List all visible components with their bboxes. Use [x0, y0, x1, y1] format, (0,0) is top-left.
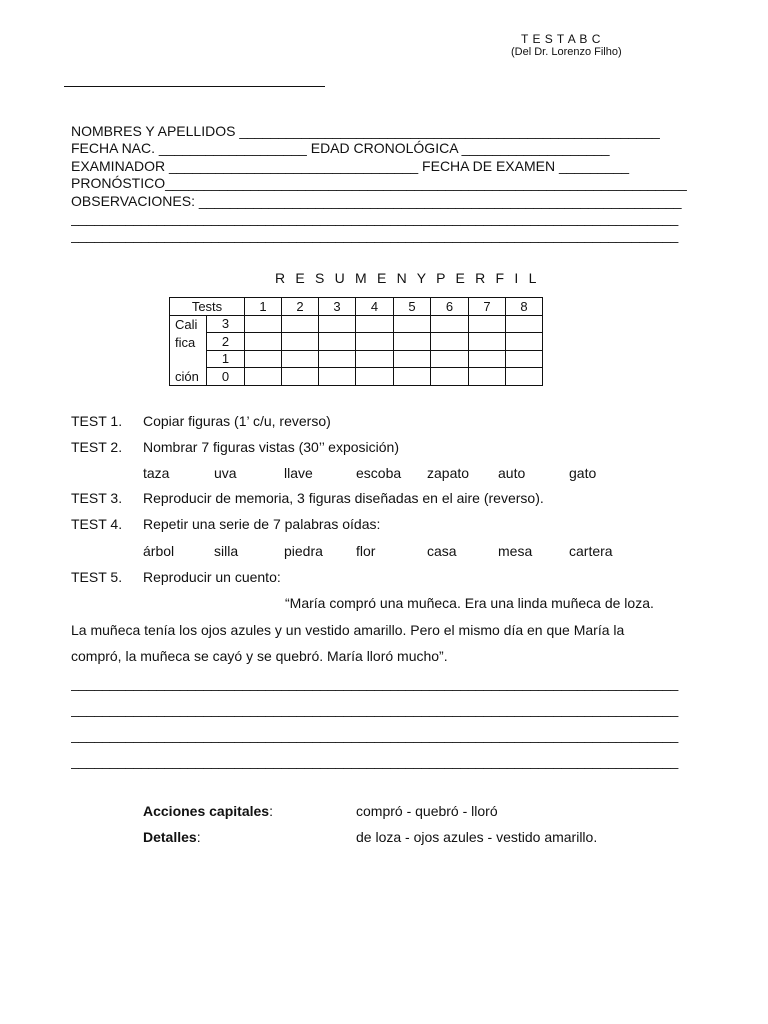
- field-nombres: NOMBRES Y APELLIDOS ______________________________________________________: [71, 123, 660, 139]
- table-row: [170, 315, 543, 333]
- resumen-title: R E S U M E N Y P E R F I L: [275, 270, 540, 286]
- score-cell: [469, 350, 506, 368]
- test-4-text: Repetir una serie de 7 palabras oídas:: [143, 516, 381, 532]
- word-item: llave: [284, 465, 313, 481]
- col-header: 1: [245, 298, 282, 316]
- acciones-value: compró - quebró - lloró: [356, 803, 498, 819]
- score-cell: [356, 333, 394, 351]
- score-cell: [469, 333, 506, 351]
- word-item: casa: [427, 543, 457, 559]
- table-row: [170, 333, 543, 351]
- score-label: 1: [207, 350, 245, 368]
- score-cell: [431, 315, 469, 333]
- col-header: 8: [506, 298, 543, 316]
- story-line: compró, la muñeca se cayó y se quebró. María lloró mucho”.: [71, 648, 448, 664]
- col-header: 7: [469, 298, 506, 316]
- word-item: mesa: [498, 543, 533, 559]
- signature-line: [64, 86, 325, 87]
- score-cell: [506, 315, 543, 333]
- score-cell: [356, 315, 394, 333]
- score-label: 3: [207, 315, 245, 333]
- score-cell: [506, 368, 543, 386]
- col-header: 4: [356, 298, 394, 316]
- score-cell: [356, 350, 394, 368]
- header-title: T E S T A B C: [521, 32, 601, 46]
- word-item: uva: [214, 465, 237, 481]
- field-blank-line: ______________________________________________________________________________: [71, 210, 679, 227]
- score-cell: [319, 350, 356, 368]
- score-cell: [282, 333, 319, 351]
- field-pronostico: PRONÓSTICO___________________________________________________________________: [71, 175, 687, 192]
- test-3-text: Reproducir de memoria, 3 figuras diseñadas en el aire (reverso).: [143, 490, 544, 506]
- score-cell: [394, 315, 431, 333]
- score-cell: [356, 368, 394, 386]
- word-item: cartera: [569, 543, 613, 559]
- table-row: [170, 368, 543, 386]
- col-header: 3: [319, 298, 356, 316]
- acciones-label-text: Acciones capitales: [143, 803, 270, 819]
- test-5-text: Reproducir un cuento:: [143, 569, 281, 585]
- answer-line: ______________________________________________________________________________: [71, 675, 679, 691]
- score-cell: [245, 333, 282, 351]
- field-blank-line: ______________________________________________________________________________: [71, 227, 679, 244]
- score-cell: [282, 368, 319, 386]
- tests-header: Tests: [170, 298, 245, 316]
- col-header: 5: [394, 298, 431, 316]
- score-cell: [245, 350, 282, 368]
- score-table: [169, 297, 543, 386]
- story-line: La muñeca tenía los ojos azules y un vestido amarillo. Pero el mismo día en que María la: [71, 622, 625, 638]
- word-item: taza: [143, 465, 170, 481]
- detalles-label: [143, 829, 201, 845]
- test-2-text: Nombrar 7 figuras vistas (30’’ exposición): [143, 439, 399, 455]
- answer-line: ______________________________________________________________________________: [71, 727, 679, 743]
- acciones-label: [143, 803, 273, 819]
- word-item: zapato: [427, 465, 470, 481]
- score-cell: [431, 350, 469, 368]
- score-cell: [319, 333, 356, 351]
- field-observaciones: OBSERVACIONES: ______________________________________________________________: [71, 192, 682, 209]
- test-3-label: TEST 3.: [71, 490, 123, 506]
- score-cell: [506, 350, 543, 368]
- score-cell: [282, 350, 319, 368]
- score-cell: [394, 333, 431, 351]
- col-header: 2: [282, 298, 319, 316]
- word-item: piedra: [284, 543, 323, 559]
- score-cell: [319, 368, 356, 386]
- row-label: Cali: [170, 315, 207, 333]
- score-label: 0: [207, 368, 245, 386]
- word-item: gato: [569, 465, 597, 481]
- header-subtitle: (Del Dr. Lorenzo Filho): [511, 46, 622, 58]
- detalles-label-text: Detalles: [143, 829, 197, 845]
- score-cell: [245, 368, 282, 386]
- score-cell: [394, 368, 431, 386]
- word-item: escoba: [356, 465, 402, 481]
- score-cell: [506, 333, 543, 351]
- score-cell: [319, 315, 356, 333]
- story-line: “María compró una muñeca. Era una linda muñeca de loza.: [285, 595, 654, 611]
- row-label: fica: [170, 333, 207, 351]
- test-5-label: TEST 5.: [71, 569, 123, 585]
- score-cell: [431, 333, 469, 351]
- score-cell: [282, 315, 319, 333]
- row-label: [170, 350, 207, 368]
- test-2-label: TEST 2.: [71, 439, 123, 455]
- detalles-value: de loza - ojos azules - vestido amarillo.: [356, 829, 598, 845]
- score-cell: [394, 350, 431, 368]
- score-label: 2: [207, 333, 245, 351]
- field-fecha-nac: FECHA NAC. ___________________ EDAD CRONOLÓGICA ___________________: [71, 140, 610, 157]
- form-fields: [71, 123, 693, 245]
- table-header-row: [170, 298, 543, 316]
- word-item: auto: [498, 465, 526, 481]
- row-label: ción: [170, 368, 207, 386]
- col-header: 6: [431, 298, 469, 316]
- detalles-colon: :: [196, 829, 201, 845]
- table-row: [170, 350, 543, 368]
- score-cell: [245, 315, 282, 333]
- test-4-label: TEST 4.: [71, 516, 123, 532]
- word-item: silla: [214, 543, 239, 559]
- word-item: árbol: [143, 543, 175, 559]
- score-cell: [469, 368, 506, 386]
- answer-line: ______________________________________________________________________________: [71, 701, 679, 717]
- field-examinador: EXAMINADOR ________________________________ FECHA DE EXAMEN _________: [71, 157, 630, 174]
- score-cell: [469, 315, 506, 333]
- answer-line: ______________________________________________________________________________: [71, 753, 679, 769]
- test-1-text: Copiar figuras (1’ c/u, reverso): [143, 413, 331, 429]
- word-item: flor: [356, 543, 376, 559]
- score-cell: [431, 368, 469, 386]
- test-1-label: TEST 1.: [71, 413, 123, 429]
- acciones-colon: :: [269, 803, 273, 819]
